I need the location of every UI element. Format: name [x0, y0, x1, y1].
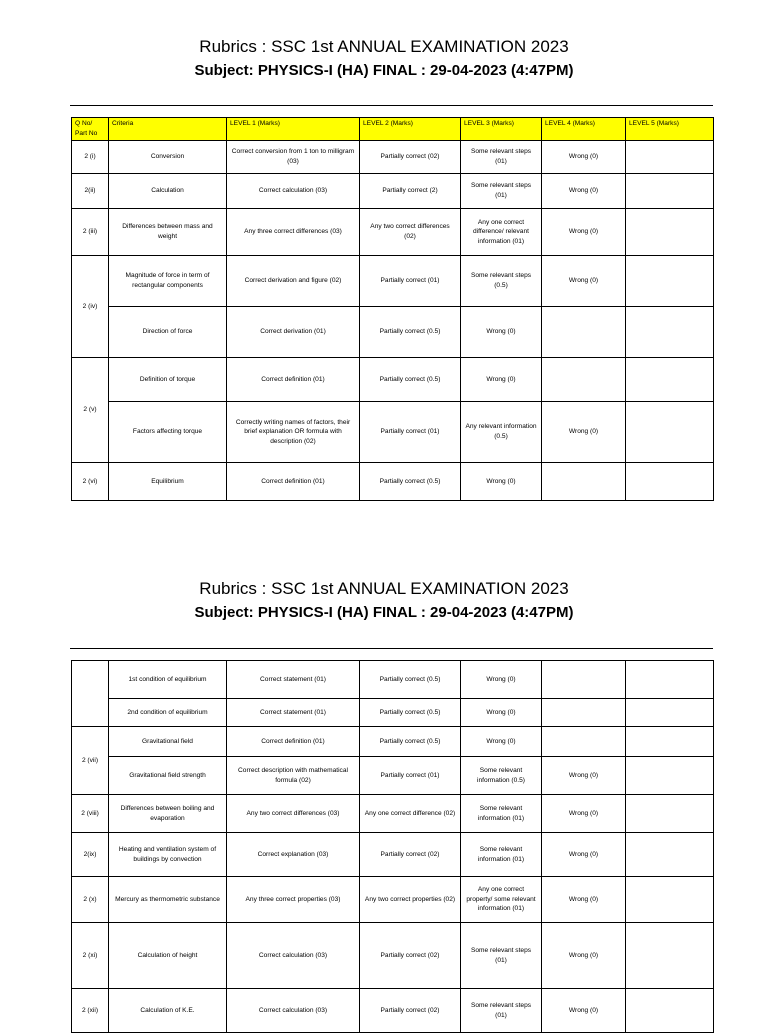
level-3-cell: Any one correct property/ some relevant information (01): [461, 877, 542, 923]
level-4-cell: Wrong (0): [542, 209, 626, 256]
level-2-cell: Partially correct (0.5): [360, 307, 461, 358]
level-5-cell: [626, 209, 714, 256]
q-cell: 2 (xi): [72, 923, 109, 989]
level-2-cell: Partially correct (02): [360, 833, 461, 877]
table-row: [72, 358, 714, 402]
level-4-cell: Wrong (0): [542, 402, 626, 463]
criteria-cell: Factors affecting torque: [109, 402, 227, 463]
criteria-cell: Equilibrium: [109, 463, 227, 501]
level-3-cell: Some relevant steps (01): [461, 141, 542, 174]
level-1-cell: Correct definition (01): [227, 358, 360, 402]
level-5-cell: [626, 402, 714, 463]
table-row: [72, 209, 714, 256]
criteria-cell: Direction of force: [109, 307, 227, 358]
table-row: [72, 989, 714, 1033]
level-4-cell: Wrong (0): [542, 795, 626, 833]
level-3-cell: Wrong (0): [461, 661, 542, 699]
level-4-cell: [542, 307, 626, 358]
q-cell: 2(ii): [72, 174, 109, 209]
q-cell: [72, 661, 109, 727]
level-1-cell: Correct statement (01): [227, 661, 360, 699]
header-qno: Q No/ Part No: [72, 118, 109, 141]
table-row: [72, 141, 714, 174]
level-3-cell: Some relevant information (01): [461, 795, 542, 833]
q-cell: 2 (iii): [72, 209, 109, 256]
level-1-cell: Any three correct differences (03): [227, 209, 360, 256]
table-row: [72, 256, 714, 307]
q-cell: 2 (vii): [72, 727, 109, 795]
divider: [70, 105, 713, 106]
level-5-cell: [626, 358, 714, 402]
table-row: [72, 463, 714, 501]
table-row: [72, 661, 714, 699]
header-level-4: LEVEL 4 (Marks): [542, 118, 626, 141]
level-3-cell: Some relevant steps (01): [461, 989, 542, 1033]
criteria-cell: Differences between boiling and evaporation: [109, 795, 227, 833]
level-3-cell: Wrong (0): [461, 463, 542, 501]
level-1-cell: Correct explanation (03): [227, 833, 360, 877]
rubric-table-2: [71, 660, 714, 1033]
criteria-cell: Heating and ventilation system of buildings by convection: [109, 833, 227, 877]
level-1-cell: Any three correct properties (03): [227, 877, 360, 923]
header-row: [72, 118, 714, 141]
criteria-cell: Gravitational field: [109, 727, 227, 757]
criteria-cell: Definition of torque: [109, 358, 227, 402]
header-level-2: LEVEL 2 (Marks): [360, 118, 461, 141]
level-5-cell: [626, 141, 714, 174]
level-1-cell: Correct conversion from 1 ton to milligram (03): [227, 141, 360, 174]
level-2-cell: Partially correct (0.5): [360, 463, 461, 501]
criteria-cell: Magnitude of force in term of rectangular components: [109, 256, 227, 307]
level-2-cell: Any two correct differences (02): [360, 209, 461, 256]
level-1-cell: Correct definition (01): [227, 463, 360, 501]
level-3-cell: Wrong (0): [461, 358, 542, 402]
q-cell: 2 (x): [72, 877, 109, 923]
header-criteria: Criteria: [109, 118, 227, 141]
level-4-cell: Wrong (0): [542, 141, 626, 174]
level-2-cell: Partially correct (01): [360, 757, 461, 795]
level-1-cell: Correct derivation and figure (02): [227, 256, 360, 307]
level-3-cell: Some relevant steps (01): [461, 923, 542, 989]
level-3-cell: Any one correct difference/ relevant information (01): [461, 209, 542, 256]
level-4-cell: [542, 727, 626, 757]
table-row: [72, 699, 714, 727]
level-3-cell: Wrong (0): [461, 307, 542, 358]
page-subtitle: Subject: PHYSICS-I (HA) FINAL : 29-04-2023 (4:47PM): [194, 62, 574, 79]
level-1-cell: Correctly writing names of factors, their brief explanation OR formula with description (02): [227, 402, 360, 463]
header-level-1: LEVEL 1 (Marks): [227, 118, 360, 141]
level-5-cell: [626, 307, 714, 358]
header-level-3: LEVEL 3 (Marks): [461, 118, 542, 141]
level-3-cell: Wrong (0): [461, 727, 542, 757]
level-2-cell: Partially correct (2): [360, 174, 461, 209]
criteria-cell: 2nd condition of equilibrium: [109, 699, 227, 727]
level-5-cell: [626, 757, 714, 795]
level-1-cell: Correct calculation (03): [227, 923, 360, 989]
level-4-cell: [542, 358, 626, 402]
level-2-cell: Partially correct (0.5): [360, 727, 461, 757]
level-4-cell: [542, 699, 626, 727]
criteria-cell: Gravitational field strength: [109, 757, 227, 795]
criteria-cell: Calculation of height: [109, 923, 227, 989]
table-row: [72, 757, 714, 795]
level-5-cell: [626, 989, 714, 1033]
level-4-cell: Wrong (0): [542, 877, 626, 923]
level-3-cell: Any relevant information (0.5): [461, 402, 542, 463]
level-3-cell: Some relevant information (01): [461, 833, 542, 877]
level-5-cell: [626, 256, 714, 307]
criteria-cell: 1st condition of equilibrium: [109, 661, 227, 699]
level-4-cell: Wrong (0): [542, 833, 626, 877]
criteria-cell: Calculation of K.E.: [109, 989, 227, 1033]
criteria-cell: Calculation: [109, 174, 227, 209]
q-cell: 2(ix): [72, 833, 109, 877]
level-2-cell: Partially correct (01): [360, 402, 461, 463]
level-5-cell: [626, 795, 714, 833]
table-row: [72, 727, 714, 757]
q-cell: 2 (iv): [72, 256, 109, 358]
level-2-cell: Any two correct properties (02): [360, 877, 461, 923]
level-1-cell: Correct derivation (01): [227, 307, 360, 358]
level-2-cell: Partially correct (02): [360, 141, 461, 174]
level-2-cell: Partially correct (02): [360, 989, 461, 1033]
level-3-cell: Some relevant information (0.5): [461, 757, 542, 795]
level-3-cell: Wrong (0): [461, 699, 542, 727]
level-4-cell: [542, 463, 626, 501]
table-row: [72, 923, 714, 989]
criteria-cell: Conversion: [109, 141, 227, 174]
q-cell: 2 (viii): [72, 795, 109, 833]
level-1-cell: Correct calculation (03): [227, 174, 360, 209]
rubric-table-1: [71, 117, 714, 501]
page-title: Rubrics : SSC 1st ANNUAL EXAMINATION 2023: [199, 37, 569, 56]
table-row: [72, 402, 714, 463]
level-1-cell: Correct calculation (03): [227, 989, 360, 1033]
level-1-cell: Correct definition (01): [227, 727, 360, 757]
level-5-cell: [626, 699, 714, 727]
level-3-cell: Some relevant steps (0.5): [461, 256, 542, 307]
level-1-cell: Any two correct differences (03): [227, 795, 360, 833]
level-4-cell: Wrong (0): [542, 757, 626, 795]
level-4-cell: Wrong (0): [542, 989, 626, 1033]
level-2-cell: Any one correct difference (02): [360, 795, 461, 833]
level-1-cell: Correct statement (01): [227, 699, 360, 727]
table-row: [72, 877, 714, 923]
level-4-cell: Wrong (0): [542, 174, 626, 209]
table-row: [72, 307, 714, 358]
q-cell: 2 (i): [72, 141, 109, 174]
divider: [70, 648, 713, 649]
level-5-cell: [626, 661, 714, 699]
level-5-cell: [626, 174, 714, 209]
level-4-cell: [542, 661, 626, 699]
table-row: [72, 833, 714, 877]
level-1-cell: Correct description with mathematical formula (02): [227, 757, 360, 795]
level-5-cell: [626, 877, 714, 923]
level-4-cell: Wrong (0): [542, 256, 626, 307]
header-level-5: LEVEL 5 (Marks): [626, 118, 714, 141]
level-5-cell: [626, 923, 714, 989]
level-5-cell: [626, 833, 714, 877]
q-cell: 2 (v): [72, 358, 109, 463]
table-row: [72, 795, 714, 833]
level-2-cell: Partially correct (0.5): [360, 699, 461, 727]
level-3-cell: Some relevant steps (01): [461, 174, 542, 209]
page-subtitle: Subject: PHYSICS-I (HA) FINAL : 29-04-2023 (4:47PM): [194, 604, 574, 621]
level-5-cell: [626, 727, 714, 757]
page-title: Rubrics : SSC 1st ANNUAL EXAMINATION 2023: [199, 579, 569, 598]
q-cell: 2 (xii): [72, 989, 109, 1033]
table-row: [72, 174, 714, 209]
level-2-cell: Partially correct (01): [360, 256, 461, 307]
criteria-cell: Mercury as thermometric substance: [109, 877, 227, 923]
q-cell: 2 (vi): [72, 463, 109, 501]
level-2-cell: Partially correct (0.5): [360, 661, 461, 699]
level-4-cell: Wrong (0): [542, 923, 626, 989]
level-2-cell: Partially correct (02): [360, 923, 461, 989]
level-5-cell: [626, 463, 714, 501]
level-2-cell: Partially correct (0.5): [360, 358, 461, 402]
criteria-cell: Differences between mass and weight: [109, 209, 227, 256]
